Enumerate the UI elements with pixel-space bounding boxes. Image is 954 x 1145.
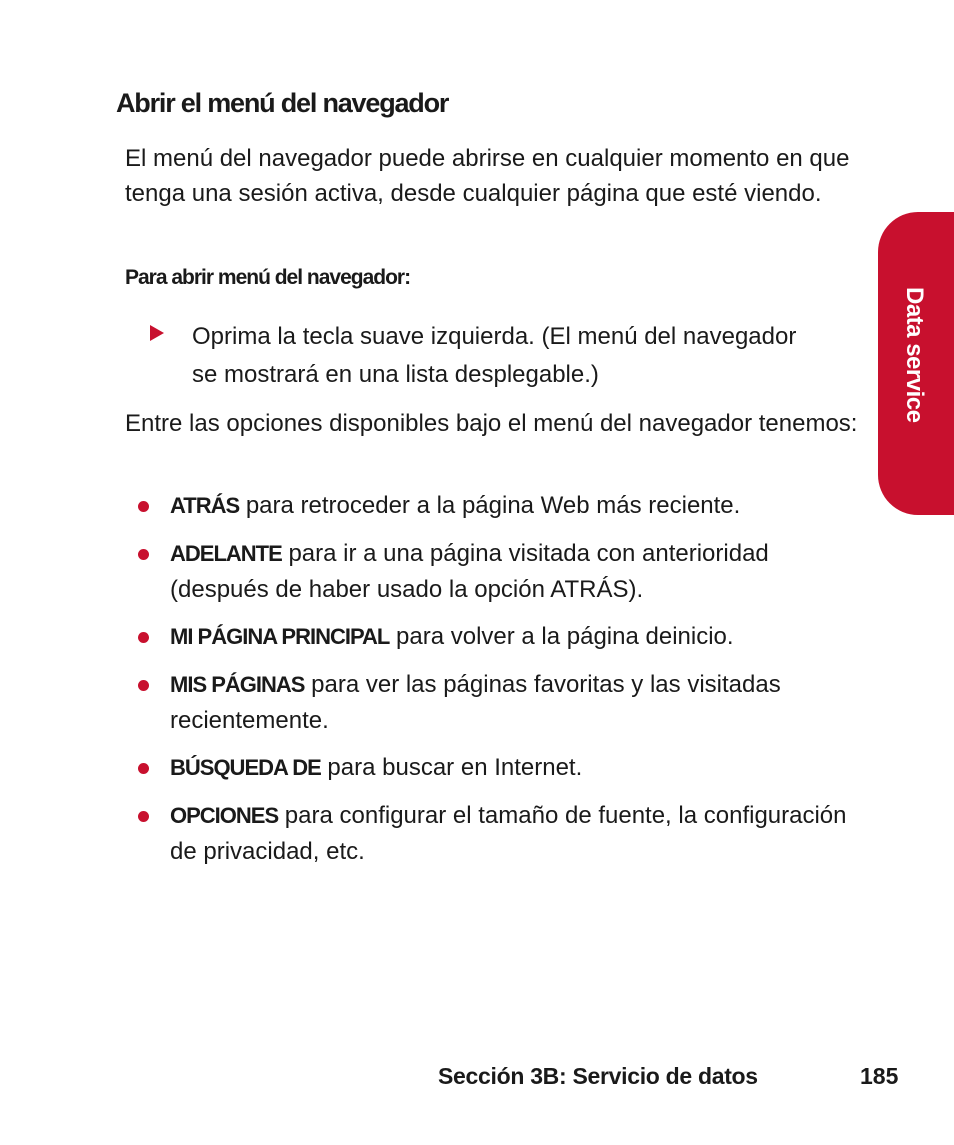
option-description: para retroceder a la página Web más reciente.: [239, 492, 741, 519]
option-description: para ver las páginas favoritas y las visitadas recientemente.: [170, 671, 781, 734]
bullet-icon: [138, 549, 149, 560]
option-description: para ir a una página visitada con anterioridad (después de haber usado la opción ATRÁS).: [170, 540, 769, 603]
intro-paragraph: El menú del navegador puede abrirse en cualquier momento en que tenga una sesión activa, desde cualquier página que esté viendo.: [125, 145, 850, 207]
option-term: MIS PÁGINAS: [170, 672, 305, 697]
option-term: MI PÁGINA PRINCIPAL: [170, 624, 390, 649]
procedure-subheading: Para abrir menú del navegador:: [125, 266, 411, 289]
section-heading: Abrir el menú del navegador: [116, 88, 449, 118]
footer-section-title: Sección 3B: Servicio de datos: [438, 1063, 758, 1089]
side-tab-label: Data service: [901, 287, 928, 423]
option-term: BÚSQUEDA DE: [170, 755, 321, 780]
option-description: para volver a la página deinicio.: [389, 623, 734, 650]
bullet-icon: [138, 501, 149, 512]
option-term: ATRÁS: [170, 493, 240, 518]
option-term: ADELANTE: [170, 541, 282, 566]
section-side-tab: [878, 212, 954, 515]
option-description: para buscar en Internet.: [320, 754, 583, 781]
bullet-icon: [138, 763, 149, 774]
option-description: para configurar el tamaño de fuente, la configuración de privacidad, etc.: [170, 802, 847, 865]
option-term: OPCIONES: [170, 803, 279, 828]
arrow-right-icon: [150, 325, 164, 341]
bullet-icon: [138, 632, 149, 643]
options-intro-paragraph: Entre las opciones disponibles bajo el menú del navegador tenemos:: [125, 410, 858, 437]
bullet-icon: [138, 811, 149, 822]
bullet-icon: [138, 680, 149, 691]
step-text: Oprima la tecla suave izquierda. (El menú del navegador se mostrará en una lista desplegable.): [192, 323, 797, 388]
page-number: 185: [860, 1063, 899, 1089]
